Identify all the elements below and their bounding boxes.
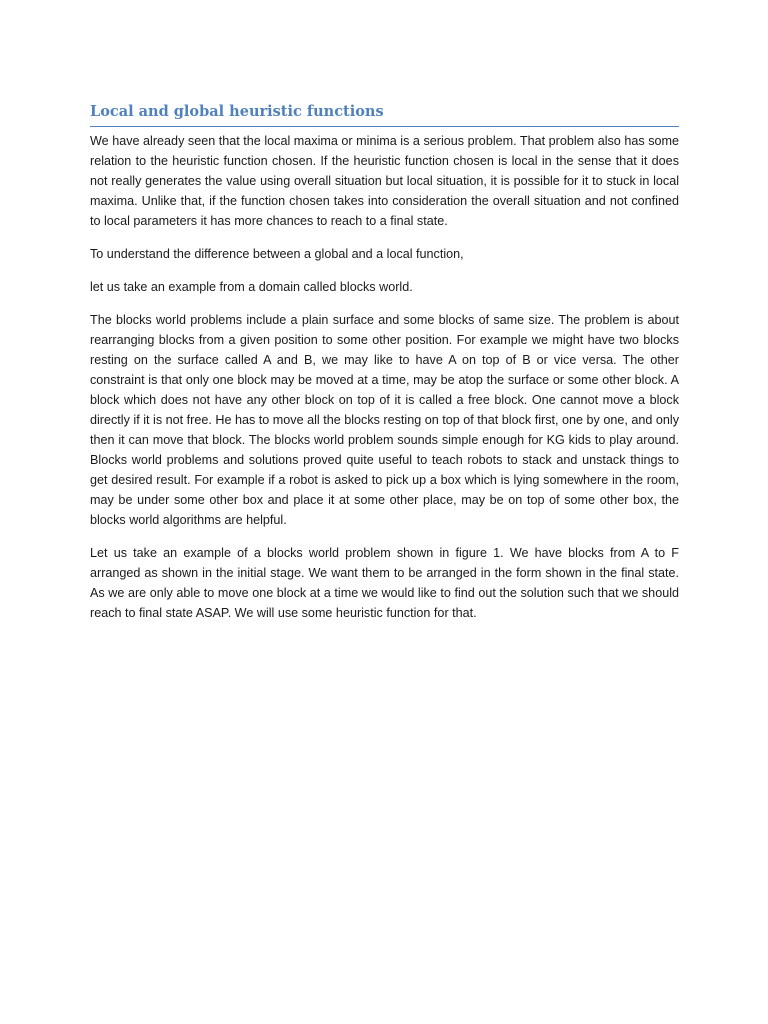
paragraph-blocks-world-intro: let us take an example from a domain called blocks world. <box>90 280 413 294</box>
paragraph-blocks-world-description: The blocks world problems include a plain surface and some blocks of same size. The problem is about rearranging blocks from a given position to some other position. For example we might have two blocks resting on the surface called A and B, we may like to have A on top of B or vice versa. The other constraint is that only one block may be moved at a time, may be atop the surface or some other block. A block which does not have any other block on top of it is called a free block. One cannot move a block directly if it is not free. He has to move all the blocks resting on top of that block first, one by one, and only then it can move that block. The blocks world problem sounds simple enough for KG kids to play around. Blocks world problems and solutions proved quite useful to teach robots to stack and unstack things to get desired result. For example if a robot is asked to pick up a box which is lying somewhere in the room, may be under some other box and place it at some other place, may be on top of some other box, the blocks world algorithms are helpful. <box>90 313 679 527</box>
paragraph-difference-intro: To understand the difference between a global and a local function, <box>90 247 464 261</box>
paragraph-local-maxima: We have already seen that the local maxima or minima is a serious problem. That problem also has some relation to the heuristic function chosen. If the heuristic function chosen is local in the sense that it does not really generates the value using overall situation but local situation, it is possible for it to stuck in local maxima. Unlike that, if the function chosen takes into consideration the overall situation and not confined to local parameters it has more chances to reach to a final state. <box>90 134 679 228</box>
section-heading: Local and global heuristic functions <box>90 102 679 127</box>
paragraph-figure-example: Let us take an example of a blocks world problem shown in figure 1. We have blocks from A to F arranged as shown in the initial stage. We want them to be arranged in the form shown in the final state. As we are only able to move one block at a time we would like to find out the solution such that we should reach to final state ASAP. We will use some heuristic function for that. <box>90 546 679 620</box>
document-body <box>90 102 679 623</box>
